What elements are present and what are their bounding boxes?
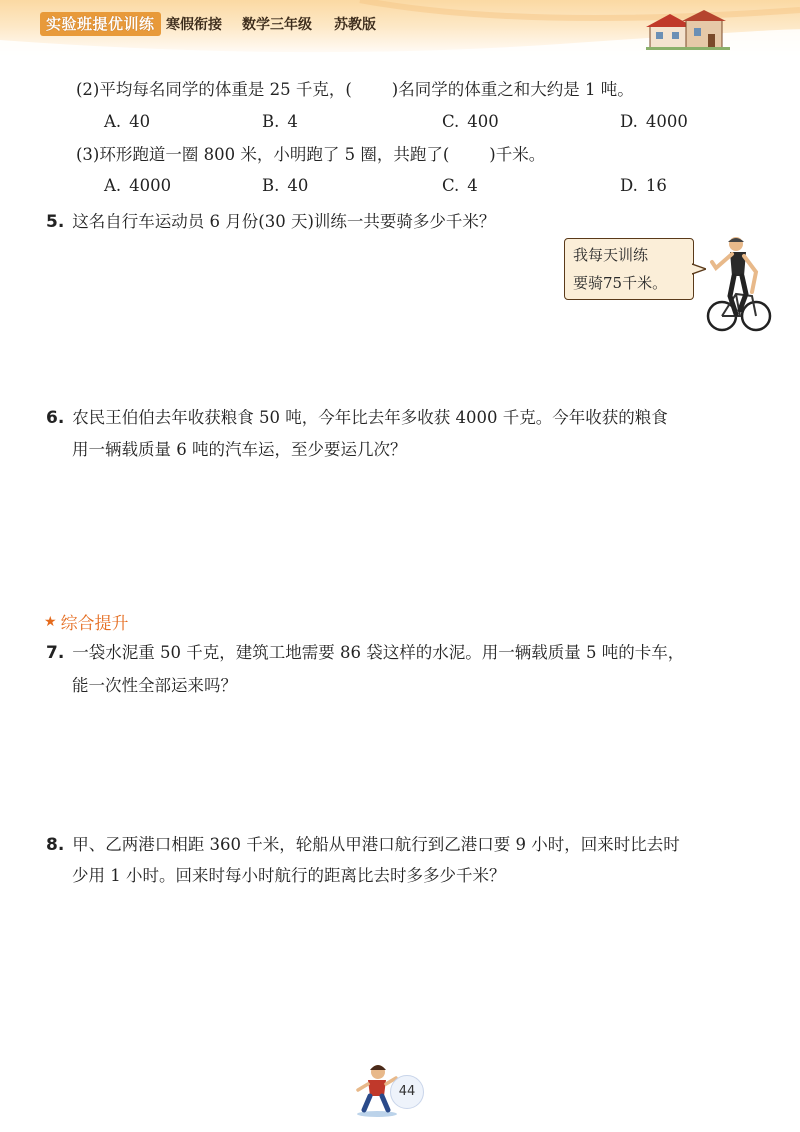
q4-2-stem bbox=[76, 78, 634, 102]
q4-2-option-d[interactable]: D. 4000 bbox=[620, 112, 688, 131]
question-8-line-2: 少用 1 小时。回来时每小时航行的距离比去时多多少千米？ bbox=[72, 866, 506, 885]
question-text: 农民王伯伯去年收获粮食 50 吨，今年比去年多收获 4000 千克。今年收获的粮食 bbox=[72, 408, 668, 427]
page-number: 44 bbox=[390, 1075, 424, 1109]
question-8-line-1 bbox=[46, 833, 680, 857]
question-7-line-1 bbox=[46, 641, 684, 665]
question-6-line-1 bbox=[46, 406, 668, 430]
header-subtitle: 寒假衔接 bbox=[166, 17, 222, 33]
q4-2-option-b[interactable]: B. 4 bbox=[262, 112, 298, 131]
section-title bbox=[44, 609, 129, 634]
q4-3-option-b[interactable]: B. 40 bbox=[262, 176, 309, 195]
question-6-line-2: 用一辆载质量 6 吨的汽车运，至少要运几次？ bbox=[72, 440, 407, 459]
house-icon bbox=[646, 10, 730, 50]
q4-3-option-c[interactable]: C. 4 bbox=[442, 176, 478, 195]
q4-3-option-d[interactable]: D. 16 bbox=[620, 176, 667, 195]
header-edition: 苏教版 bbox=[334, 17, 376, 33]
cyclist-illustration bbox=[706, 232, 772, 336]
q4-3-stem-part-a: (3)环形跑道一圈 800 米，小明跑了 5 圈，共跑了( bbox=[76, 145, 450, 164]
question-number: 8. bbox=[46, 835, 65, 855]
q4-3-stem bbox=[76, 143, 545, 167]
bubble-line-1: 我每天训练 bbox=[573, 246, 649, 264]
q4-2-stem-part-b: )名同学的体重之和大约是 1 吨。 bbox=[391, 80, 634, 99]
question-text: 一袋水泥重 50 千克，建筑工地需要 86 袋这样的水泥。用一辆载质量 5 吨的卡车， bbox=[72, 643, 685, 662]
header-subject: 数学三年级 bbox=[242, 17, 312, 33]
section-title-text: 综合提升 bbox=[60, 614, 129, 634]
star-icon: ★ bbox=[44, 613, 57, 630]
series-badge: 实验班提优训练 bbox=[40, 12, 161, 36]
question-5 bbox=[46, 210, 495, 234]
page-header bbox=[0, 0, 800, 58]
q4-3-option-a[interactable]: A. 4000 bbox=[104, 176, 172, 195]
question-7-line-2: 能一次性全部运来吗？ bbox=[72, 676, 237, 695]
bubble-line-2: 要骑75千米。 bbox=[573, 274, 668, 292]
question-text: 这名自行车运动员 6 月份(30 天)训练一共要骑多少千米？ bbox=[72, 212, 496, 231]
question-number: 7. bbox=[46, 643, 65, 663]
question-number: 6. bbox=[46, 408, 65, 428]
q4-2-option-c[interactable]: C. 400 bbox=[442, 112, 499, 131]
q4-3-stem-part-b: )千米。 bbox=[489, 145, 546, 164]
q4-2-stem-part-a: (2)平均每名同学的体重是 25 千克，( bbox=[76, 80, 352, 99]
q4-2-option-a[interactable]: A. 40 bbox=[104, 112, 151, 131]
question-number: 5. bbox=[46, 212, 65, 232]
bubble-tail bbox=[692, 262, 706, 276]
speech-bubble bbox=[564, 238, 694, 300]
question-text: 甲、乙两港口相距 360 千米，轮船从甲港口航行到乙港口要 9 小时，回来时比去时 bbox=[72, 835, 680, 854]
